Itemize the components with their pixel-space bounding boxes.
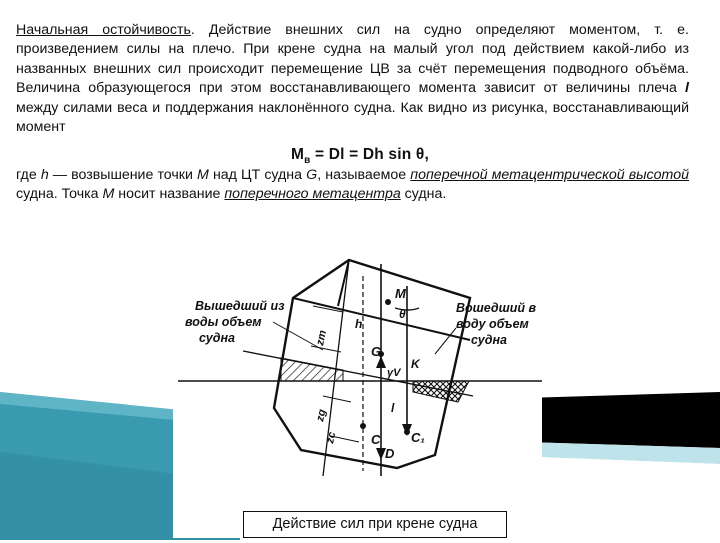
immersed-wedge bbox=[413, 381, 469, 402]
label-zc: zc bbox=[324, 430, 339, 445]
intro-paragraph bbox=[16, 21, 689, 137]
symbol-h: h bbox=[40, 167, 49, 183]
point-G: G bbox=[371, 344, 382, 359]
p2-g: судна. bbox=[400, 186, 447, 203]
p1-end: между силами веса и поддержания наклонённого судна. Как видно из рисунка, восстанавливающий момент bbox=[16, 99, 689, 136]
emerged-wedge bbox=[281, 358, 343, 381]
point-K: K bbox=[411, 357, 420, 371]
formula bbox=[0, 146, 720, 166]
label-zg: zg bbox=[314, 408, 329, 423]
label-left-line2: воды объем bbox=[185, 315, 262, 329]
point-C: C bbox=[371, 432, 381, 447]
p2-a: где bbox=[16, 167, 41, 183]
p2-e: судна. Точка bbox=[16, 186, 103, 203]
ship-diagram bbox=[173, 246, 542, 538]
ship-heel-figure bbox=[173, 246, 542, 538]
symbol-l: l bbox=[685, 80, 689, 97]
label-right-line2: воду объем bbox=[456, 317, 529, 331]
symbol-M: M bbox=[197, 167, 209, 183]
label-gamma: γV bbox=[387, 367, 401, 379]
formula-sub: в bbox=[304, 155, 311, 167]
term-initial-stability: Начальная остойчивость bbox=[16, 22, 191, 38]
label-h: h bbox=[355, 317, 363, 331]
label-theta: θ bbox=[399, 307, 406, 321]
formula-rest: = Dl = Dh sin θ, bbox=[310, 146, 430, 163]
label-left-line3: судна bbox=[199, 331, 235, 345]
p2-d: , называемое bbox=[317, 167, 411, 183]
label-right-line3: судна bbox=[471, 333, 507, 347]
p2-b: — возвышение точки bbox=[48, 167, 198, 183]
point-M: M bbox=[395, 286, 406, 301]
point-C1: C₁ bbox=[411, 430, 425, 445]
point-D: D bbox=[385, 446, 395, 461]
term-metacenter: поперечного метацентра bbox=[224, 186, 401, 203]
p2-c: над ЦТ судна bbox=[208, 167, 307, 183]
p2-f: носит название bbox=[114, 186, 225, 203]
p1-text: . Действие внешних сил на судно определяют моментом, т. е. произведением силы на плечо. При крене судна на малый угол под действием какой-либо из названных внешних сил происходит перемещение ЦВ за счёт перемещения подводного объёма. Величина образующегося при этом восстанавливающего момента зависит от величины плеча bbox=[16, 22, 689, 97]
label-zm: zm bbox=[314, 329, 330, 347]
symbol-G: G bbox=[306, 167, 318, 183]
label-l: l bbox=[391, 401, 395, 415]
definition-paragraph bbox=[16, 166, 689, 205]
label-right-line1: Вошедший в bbox=[456, 301, 537, 315]
figure-caption: Действие сил при крене судна bbox=[243, 511, 507, 538]
symbol-M2: M bbox=[102, 186, 115, 203]
formula-M: M bbox=[290, 146, 305, 163]
term-metacentric-height: поперечной метацентрической высотой bbox=[410, 167, 689, 183]
label-left-line1: Вышедший из bbox=[195, 299, 285, 313]
